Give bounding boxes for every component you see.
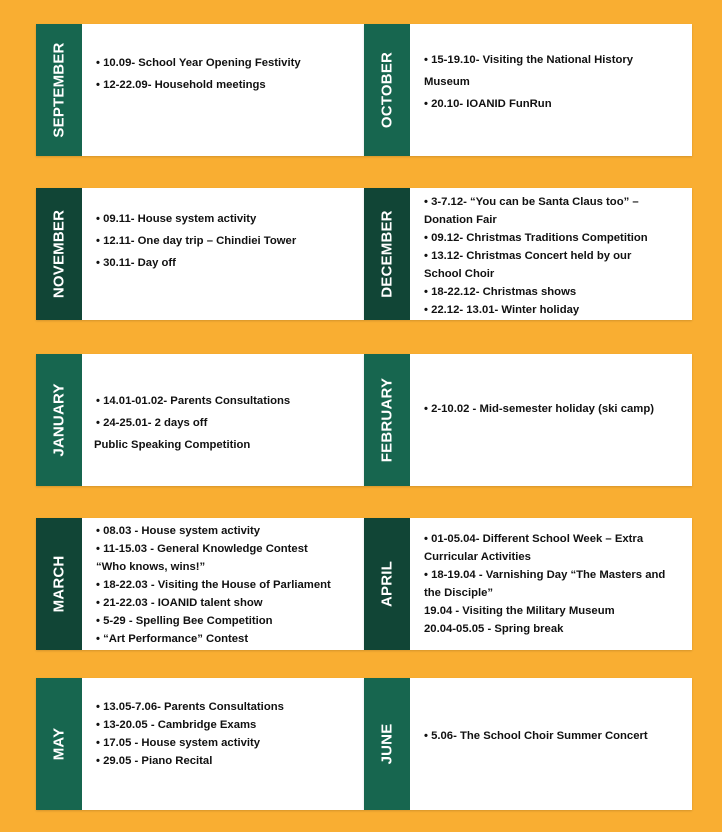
- event-line: • 01-05.04- Different School Week – Extra: [424, 533, 644, 545]
- event-line: • 12.11- One day trip – Chindiei Tower: [96, 235, 297, 247]
- event-line: • 17.05 - House system activity: [96, 737, 261, 749]
- event-line: • 11-15.03 - General Knowledge Contest: [96, 543, 308, 555]
- event-line: • 22.12- 13.01- Winter holiday: [424, 304, 580, 316]
- month-tab: [364, 188, 410, 320]
- event-line: • 20.10- IOANID FunRun: [424, 98, 552, 110]
- month-label: APRIL: [378, 561, 396, 607]
- month-events: [410, 678, 692, 810]
- month-card-june: [364, 678, 692, 810]
- month-events: [410, 24, 692, 156]
- event-line: • 13.12- Christmas Concert held by our: [424, 250, 632, 262]
- month-tab: [36, 518, 82, 650]
- month-card-march: [36, 518, 364, 650]
- month-card-april: [364, 518, 692, 650]
- month-events: [410, 354, 692, 486]
- month-card-november: [36, 188, 364, 320]
- event-line: • 29.05 - Piano Recital: [96, 755, 213, 767]
- month-card-february: [364, 354, 692, 486]
- event-line: • 14.01-01.02- Parents Consultations: [96, 395, 291, 407]
- event-line: • 13.05-7.06- Parents Consultations: [96, 701, 284, 713]
- event-line: • 3-7.12- “You can be Santa Claus too” –: [424, 196, 639, 208]
- month-events: [410, 518, 692, 650]
- event-line: Public Speaking Competition: [94, 439, 251, 451]
- event-line: • 30.11- Day off: [96, 257, 176, 269]
- event-line: the Disciple”: [424, 587, 494, 599]
- month-events: [410, 188, 692, 320]
- event-line: Museum: [424, 76, 470, 88]
- month-tab: [364, 354, 410, 486]
- event-line: Donation Fair: [424, 214, 497, 226]
- event-line: • 10.09- School Year Opening Festivity: [96, 57, 301, 69]
- event-line: • 24-25.01- 2 days off: [96, 417, 208, 429]
- month-tab: [364, 24, 410, 156]
- month-tab: [364, 678, 410, 810]
- month-label: DECEMBER: [378, 210, 396, 298]
- month-events: [82, 518, 364, 650]
- month-card-december: [364, 188, 692, 320]
- event-line: • 2-10.02 - Mid-semester holiday (ski camp): [424, 403, 654, 415]
- month-tab: [36, 24, 82, 156]
- event-line: • 21-22.03 - IOANID talent show: [96, 597, 263, 609]
- month-tab: [364, 518, 410, 650]
- month-label: JANUARY: [50, 383, 68, 457]
- event-line: School Choir: [424, 268, 495, 280]
- event-line: • 15-19.10- Visiting the National History: [424, 54, 634, 66]
- month-card-october: [364, 24, 692, 156]
- month-label: MARCH: [50, 555, 68, 613]
- month-card-january: [36, 354, 364, 486]
- month-label: SEPTEMBER: [50, 42, 68, 138]
- month-label: NOVEMBER: [50, 209, 68, 299]
- month-tab: [36, 188, 82, 320]
- event-line: • 18-22.03 - Visiting the House of Parliament: [96, 579, 331, 591]
- month-events: [82, 354, 364, 486]
- month-tab: [36, 678, 82, 810]
- event-line: • 08.03 - House system activity: [96, 525, 261, 537]
- event-line: • 5-29 - Spelling Bee Competition: [96, 615, 273, 627]
- event-line: • 18-19.04 - Varnishing Day “The Masters and: [424, 569, 666, 581]
- event-line: • 13-20.05 - Cambridge Exams: [96, 719, 257, 731]
- event-line: 19.04 - Visiting the Military Museum: [424, 605, 615, 617]
- month-label: MAY: [50, 727, 68, 761]
- month-label: JUNE: [378, 723, 396, 765]
- month-label: FEBRUARY: [378, 377, 396, 463]
- month-label: OCTOBER: [378, 51, 396, 129]
- month-events: [82, 188, 364, 320]
- month-events: [82, 24, 364, 156]
- month-tab: [36, 354, 82, 486]
- event-line: Curricular Activities: [424, 551, 531, 563]
- event-line: • 12-22.09- Household meetings: [96, 79, 266, 91]
- event-line: “Who knows, wins!”: [96, 561, 206, 573]
- event-line: • 09.12- Christmas Traditions Competition: [424, 232, 648, 244]
- event-line: 20.04-05.05 - Spring break: [424, 623, 564, 635]
- event-line: • “Art Performance” Contest: [96, 633, 249, 645]
- event-line: • 5.06- The School Choir Summer Concert: [424, 730, 648, 742]
- month-card-may: [36, 678, 364, 810]
- event-line: • 18-22.12- Christmas shows: [424, 286, 577, 298]
- month-card-september: [36, 24, 364, 156]
- event-line: • 09.11- House system activity: [96, 213, 257, 225]
- month-events: [82, 678, 364, 810]
